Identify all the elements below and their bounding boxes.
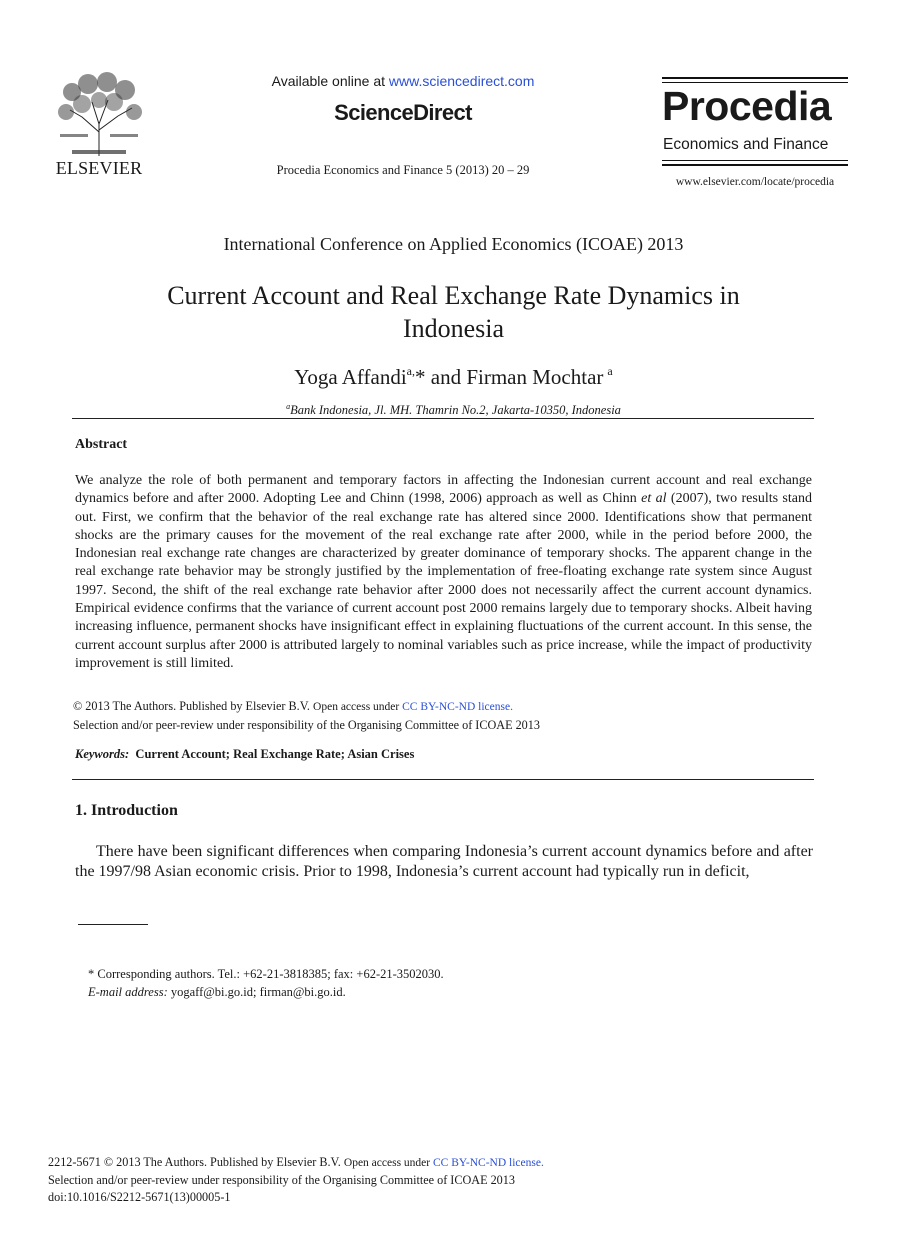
introduction-body: There have been significant differences when comparing Indonesia’s current account dynamics before and after the 1997/98 Asian economic crisis. Prior to 1998, Indonesia’s current account had typically run in deficit, [75,843,813,880]
author-1-corresponding: * [415,365,426,389]
footer-doi[interactable]: doi:10.1016/S2212-5671(13)00005-1 [48,1190,231,1204]
sciencedirect-link[interactable]: www.sciencedirect.com [388,73,535,89]
email-value: yogaff@bi.go.id; firman@bi.go.id. [167,985,346,999]
journal-reference: Procedia Economics and Finance 5 (2013) 20 – 29 [276,163,530,177]
author-join: and [425,365,467,389]
footer-copyright: 2212-5671 © 2013 The Authors. Published by Elsevier B.V. [48,1155,344,1169]
abstract-body [75,472,812,673]
procedia-top-rule [662,77,848,79]
copyright-notice [73,697,813,734]
author-2-affil: a [607,364,613,378]
open-access-text: Open access under [313,701,403,713]
affiliation-marker: a [286,402,291,411]
author-1: Yoga Affandi [294,365,407,389]
abstract-heading: Abstract [75,437,128,452]
author-2: Firman Mochtar [466,365,604,389]
footer-license-link[interactable]: CC BY-NC-ND license. [432,1157,544,1169]
conference-name: International Conference on Applied Economics (ICOAE) 2013 [223,234,684,254]
copyright-line-2: Selection and/or peer-review under responsibility of the Organising Committee of ICOAE 2013 [73,718,540,732]
keywords [75,747,414,762]
procedia-bottom-rule [662,164,848,166]
footer-open-access: Open access under [343,1157,433,1169]
abstract-et-al: et al [641,491,667,507]
procedia-logo: Procedia [662,83,832,129]
copyright-text: © 2013 The Authors. Published by Elsevier B.V. [73,699,314,713]
footer-line-2: Selection and/or peer-review under responsibility of the Organising Committee of ICOAE 2013 [48,1173,515,1187]
keywords-label: Keywords: [75,747,130,761]
copyright-line-1 [73,697,813,716]
footer-line-1 [48,1154,544,1172]
affiliation [60,402,847,418]
procedia-subtitle: Economics and Finance [663,136,829,153]
elsevier-wordmark: ELSEVIER [55,158,143,178]
email-label: E-mail address: [88,985,168,999]
keywords-value: Current Account; Real Exchange Rate; Asian Crises [135,747,415,761]
footnote-rule [78,924,148,925]
journal-url-link[interactable]: www.elsevier.com/locate/procedia [675,176,835,188]
abstract-text-2: (2007), two results stand out. First, we confirm that the behavior of the real exchange rate has altered since 2000. Identifications show that permanent shocks are the primary causes for the movement of the real exchange rate after 2000, while in the period before 2000, the Indonesian real exchange rate changes are characterized by greater dominance of temporary shocks. The apparent change in the real exchange rate behavior may be strongly justified by the implementation of free-floating exchange rate system since August 1997. Second, the shift of the real exchange rate behavior after 2000 does not necessarily affect the current account dynamics. Empirical evidence confirms that the variance of current account post 2000 remains largely due to temporary shocks. Albeit having increasing influence, permanent shocks have insignificant effect in explaining fluctuations of the current account. In this sense, the current account surplus after 2000 is attributed largely to nominal variables such as price increase, while the impact of productivity improvement is still limited. [75,491,812,671]
paper-title-line-2: Indonesia [402,314,505,343]
paper-title [60,279,847,345]
sciencedirect-wordmark: ScienceDirect [334,100,472,125]
email-note [88,985,346,1000]
corresponding-author-note: * Corresponding authors. Tel.: +62-21-3818385; fax: +62-21-3502030. [88,967,444,981]
abstract-text-1: We analyze the role of both permanent and temporary factors in affecting the Indonesian current account and real exchange dynamics before and after 2000. Adopting Lee and Chinn (1998, 2006) approach as well as Chinn [75,473,812,507]
title-divider [72,418,814,419]
license-link[interactable]: CC BY-NC-ND license. [402,701,513,713]
availability-line [200,73,606,89]
introduction-heading: 1. Introduction [75,802,178,819]
availability-prefix: Available online at [271,73,389,89]
procedia-bottom-rule-thin [662,160,848,161]
author-1-affil: a, [406,364,415,378]
affiliation-text: Bank Indonesia, Jl. MH. Thamrin No.2, Jakarta-10350, Indonesia [290,403,621,417]
paper-title-line-1: Current Account and Real Exchange Rate Dynamics in [167,281,740,310]
abstract-divider [72,779,814,780]
author-list [60,364,847,390]
page-footer [48,1154,544,1206]
